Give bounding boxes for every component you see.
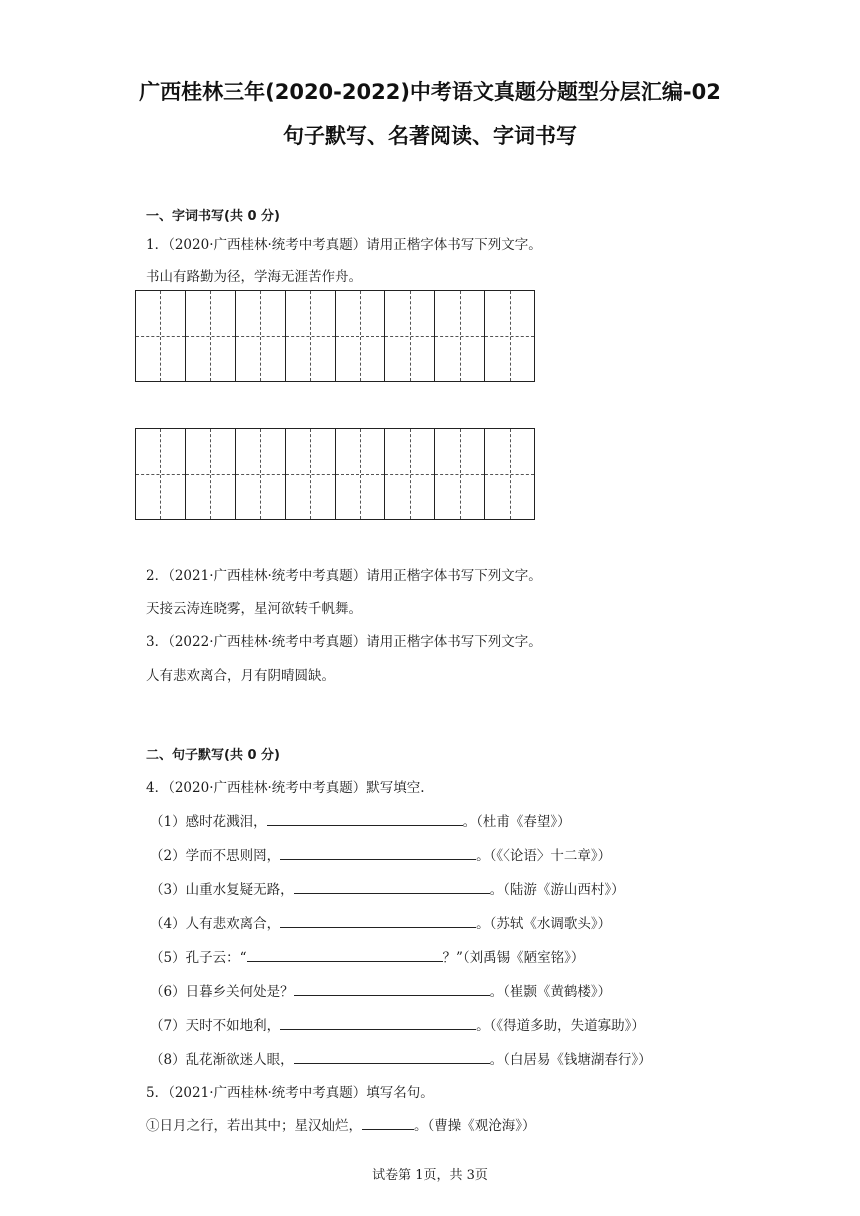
page-footer: 试卷第 1页，共 3页 (372, 1168, 488, 1183)
question-5-item-1: ①日月之行，若出其中；星汉灿烂， 。（曹操《观沧海》） (146, 1114, 536, 1134)
question-4-item-5: （5）孔子云：“ ？”（刘禹锡《陋室铭》） (150, 946, 584, 966)
answer-blank[interactable] (247, 947, 443, 962)
answer-blank[interactable] (294, 1049, 490, 1064)
answer-blank[interactable] (280, 1015, 476, 1030)
question-4-item-2: （2）学而不思则罔， 。（《〈论语〉十二章》） (150, 844, 611, 864)
question-2-stem: 2．（2021·广西桂林·统考中考真题）请用正楷字体书写下列文字。 (146, 568, 542, 584)
question-4-item-4: （4）人有悲欢离合， 。（苏轼《水调歌头》） (150, 912, 611, 932)
writing-grid-2[interactable] (135, 428, 535, 520)
question-4-item-1: （1）感时花溅泪， 。（杜甫《春望》） (150, 810, 571, 830)
section-heading-word-writing: 一、字词书写(共 0 分) (146, 209, 280, 224)
answer-blank[interactable] (294, 981, 490, 996)
document-title-line2: 句子默写、名著阅读、字词书写 (283, 124, 577, 148)
document-title-line1: 广西桂林三年(2020-2022)中考语文真题分题型分层汇编-02 (139, 80, 721, 104)
question-3-stem: 3．（2022·广西桂林·统考中考真题）请用正楷字体书写下列文字。 (146, 634, 542, 650)
question-4-stem: 4．（2020·广西桂林·统考中考真题）默写填空. (146, 780, 425, 796)
question-3-text: 人有悲欢离合，月有阴晴圆缺。 (146, 668, 335, 684)
question-4-item-8: （8）乱花渐欲迷人眼， 。（白居易《钱塘湖春行》） (150, 1048, 652, 1068)
question-5-stem: 5．（2021·广西桂林·统考中考真题）填写名句。 (146, 1085, 434, 1101)
question-4-item-7: （7）天时不如地利， 。（《得道多助，失道寡助》） (150, 1014, 645, 1034)
answer-blank[interactable] (362, 1115, 414, 1130)
answer-blank[interactable] (280, 913, 476, 928)
question-1-text: 书山有路勤为径，学海无涯苦作舟。 (146, 269, 362, 285)
answer-blank[interactable] (294, 879, 490, 894)
writing-grid-1[interactable] (135, 290, 535, 382)
answer-blank[interactable] (267, 811, 463, 826)
question-1-stem: 1．（2020·广西桂林·统考中考真题）请用正楷字体书写下列文字。 (146, 237, 542, 253)
section-heading-sentence-dictation: 二、句子默写(共 0 分) (146, 748, 280, 763)
answer-blank[interactable] (280, 845, 476, 860)
question-4-item-6: （6）日暮乡关何处是？ 。（崔颢《黄鹤楼》） (150, 980, 611, 1000)
question-2-text: 天接云涛连晓雾，星河欲转千帆舞。 (146, 601, 362, 617)
question-4-item-3: （3）山重水复疑无路， 。（陆游《游山西村》） (150, 878, 625, 898)
